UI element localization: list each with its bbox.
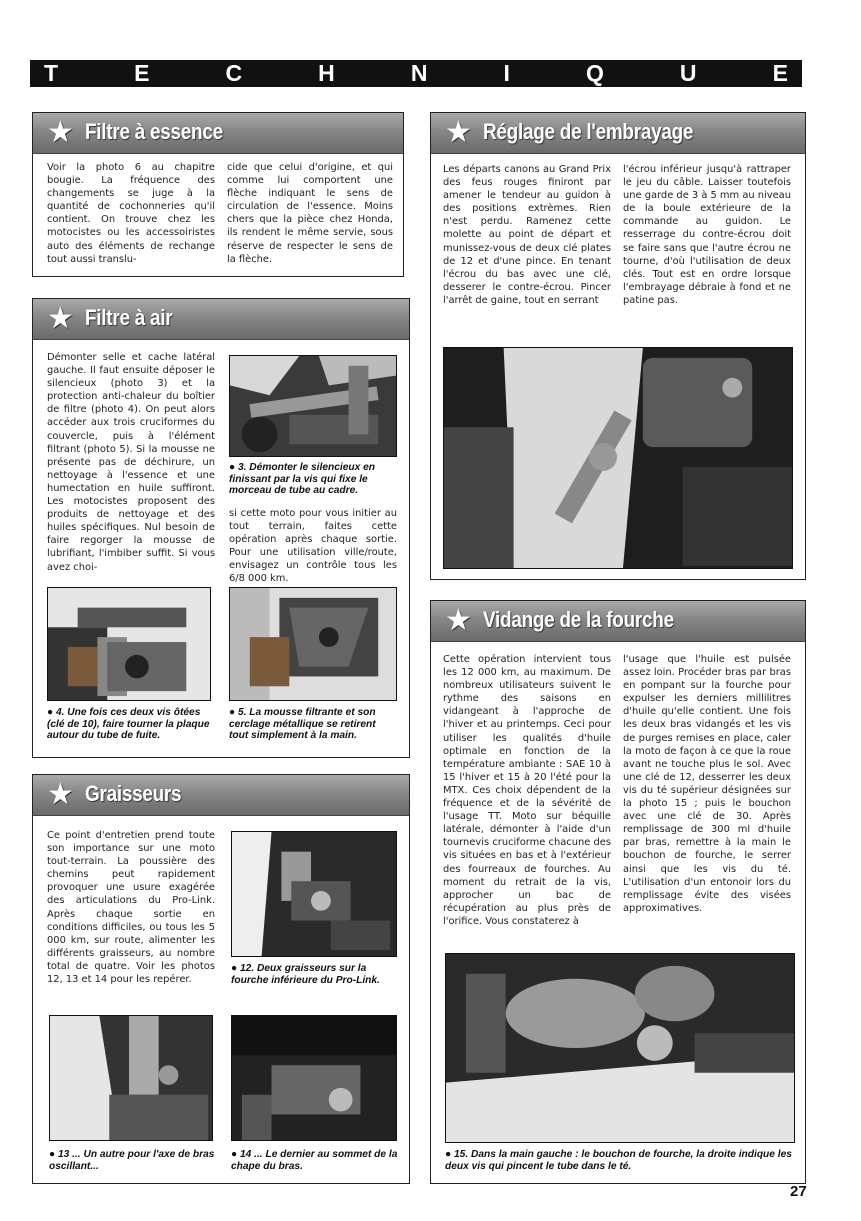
section-title: Vidange de la fourche: [483, 607, 674, 632]
section-banner: [33, 775, 409, 816]
section-title: Graisseurs: [85, 781, 182, 806]
photo-embrayage-reglage: [443, 347, 793, 569]
filtre-essence-section: [32, 112, 404, 277]
section-banner: [33, 113, 403, 154]
star-icon: ★: [47, 115, 74, 150]
body-text: Voir la photo 6 au chapitre bougie. La fréquence des changements se juge à la quantité de cochonneries qu'il contient. On trouve chez les motocistes ou les accessoiristes auto des éléments de rechange tout aussi translu-: [47, 162, 215, 265]
section-banner: [431, 113, 805, 154]
header-letter: Q: [585, 60, 604, 86]
section-title: Réglage de l'embrayage: [483, 119, 694, 144]
header-letter: E: [772, 60, 788, 86]
photo-12-graisseurs-fourche: [231, 831, 397, 957]
star-icon: ★: [445, 115, 472, 150]
header-letter: T: [44, 60, 59, 86]
section-banner: [431, 601, 805, 642]
header-letter: N: [410, 60, 428, 86]
header-letter: H: [318, 60, 335, 86]
star-icon: ★: [47, 301, 74, 336]
photo-15-bouchon-fourche: [445, 953, 795, 1143]
photo-caption: ● 12. Deux graisseurs sur la fourche inférieure du Pro-Link.: [231, 963, 380, 986]
filtre-air-section: [32, 298, 410, 758]
graisseurs-section: [32, 774, 410, 1184]
body-text: l'écrou inférieur jusqu'à rattraper le jeu du câble. Laisser toutefois une garde de 3 à 5 mm au niveau de la boule extérieure de la commande au guidon. Le resserrage du contre-écrou doit se faire sans que l'autre écrou ne tourne, d'où l'utilisation de deux clés. Tout est en ordre lorsque l'embrayage débraie à fond et ne patine pas.: [623, 164, 791, 306]
photo-caption: ● 15. Dans la main gauche : le bouchon de fourche, la droite indique les deux vis qui pincent le tube dans le té.: [445, 1149, 792, 1172]
header-letter: E: [134, 60, 150, 86]
photo-caption: ● 3. Démonter le silencieux en finissant par la vis qui fixe le morceau de tube au cadre.: [229, 462, 376, 497]
section-title: Filtre à essence: [85, 119, 223, 144]
body-text: l'usage que l'huile est pulsée assez loin. Procéder bras par bras en pompant sur la fourche pour expulser les derniers millilitres d'huile qu'elle contient. Une fois les deux bras vidangés et les vis de purges remises en place, caler la moto de façon à ce que la roue avant ne touche plus le sol. Avec une clé de 12, desserrer les deux vis du té supérieur désignées sur la photo 15 ; puis le bouchon avec une clé de 30. Après remplissage de 300 ml d'huile par bras, remettre à la main le bouchon de fourche, le serrer ainsi que les vis du té. L'utilisation d'un entonoir lors du remplissage évite des visées approximatives.: [623, 654, 791, 914]
header-letter: U: [679, 60, 697, 86]
photo-13-axe-bras: [49, 1015, 213, 1141]
photo-caption: ● 5. La mousse filtrante et son cerclage métallique se retirent tout simplement à la main.: [229, 707, 376, 742]
star-icon: ★: [445, 603, 472, 638]
photo-3-silencieux: [229, 355, 397, 457]
header-letter: I: [503, 60, 510, 86]
body-text: Ce point d'entretien prend toute son importance sur une moto tout-terrain. La poussière des chemins peut rapidement provoquer une usure exagérée des articulations du Pro-Link. Après chaque sortie en conditions difficiles, ou tous les 5 000 km, sur route, alimenter les différents graisseurs, au nombre total de quatre. Voir les photos 12, 13 et 14 pour les repérer.: [47, 830, 215, 986]
body-text: Cette opération intervient tous les 12 000 km, au maximum. De nombreux utilisateurs suivent le rythme des saisons en vidangeant à l'approche de l'hiver et au printemps. Ceci pour utiliser les qualités d'huile optimale en fonction de la température ambiante : SAE 10 à 15 l'hiver et 15 à 20 l'été pour la MTX. Ces choix dépendent de la fréquence et de la sévérité de l'usage TT. Moto sur béquille latérale, démonter à l'aide d'un tournevis cruciforme chacune des vis situées en bas et à l'extérieur des fourreaux de fourches. Au moment du retrait de la vis, approcher un bac de récupération au plus près de l'orifice. Vous constaterez à: [443, 654, 611, 927]
body-text: cide que celui d'origine, et qui comme lui comportent une flèche indiquant le sens de circulation de l'essence. Moins chers que la pièce chez Honda, ils rendent le même servie, sous réserve de respecter le sens de la flèche.: [227, 162, 393, 265]
photo-caption: ● 13 ... Un autre pour l'axe de bras oscillant...: [49, 1149, 215, 1172]
photo-5-mousse: [229, 587, 397, 701]
photo-caption: ● 14 ... Le dernier au sommet de la chape du bras.: [231, 1149, 398, 1172]
header-letter: C: [225, 60, 243, 86]
body-text: si cette moto pour vous initier au tout terrain, faites cette opération après chaque sortie. Pour une utilisation ville/route, envisagez un contrôle tous les 6/8 000 km.: [229, 508, 397, 585]
star-icon: ★: [47, 777, 74, 812]
photo-14-chape-bras: [231, 1015, 397, 1141]
reglage-embrayage-section: [430, 112, 806, 580]
section-title: Filtre à air: [85, 305, 173, 330]
photo-caption: ● 4. Une fois ces deux vis ôtées (clé de 10), faire tourner la plaque autour du tube de fuite.: [47, 707, 210, 742]
body-text: Démonter selle et cache latéral gauche. Il faut ensuite déposer le silencieux (photo 3) et la protection anti-chaleur du boîtier de filtre (photo 4). On peut alors accéder aux trois cruciformes du couvercle, puis à l'élément filtrant (photo 5). Si la mousse ne présente pas de déchirure, un nettoyage à l'essence et une humectation en huile suffiront. Les motocistes proposent des produits de nettoyage et des huiles spécifiques. Nul besoin de faire regorger la mousse de lubrifiant, l'imbiber suffit. Si vous avez choi-: [47, 352, 215, 573]
section-banner: [33, 299, 409, 340]
page-number: 27: [790, 1183, 807, 1200]
vidange-fourche-section: [430, 600, 806, 1184]
section-header-bar: [30, 60, 802, 87]
body-text: Les départs canons au Grand Prix des feus rouges finiront par amener le tendeur au guidon à des positions extrèmes. Rien n'est perdu. Ramenez cette molette au point de départ et munissez-vous de deux clé plates de 12 et d'une pince. En tenant l'écrou du bas avec une clé, desserer le contre-écrou. Pincer l'arrêt de gaine, tout en serrant: [443, 164, 611, 306]
photo-4-plaque: [47, 587, 211, 701]
